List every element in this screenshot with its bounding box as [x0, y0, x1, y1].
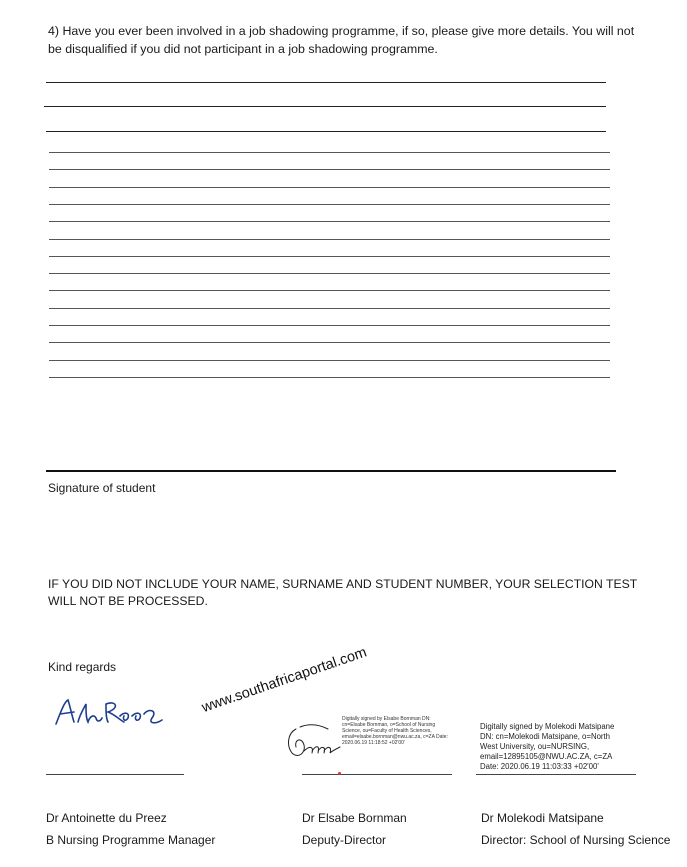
answer-line [49, 273, 610, 274]
signature-underline-3 [476, 774, 636, 775]
answer-line [44, 106, 606, 107]
signature-underline-1 [46, 774, 184, 775]
answer-line [49, 360, 610, 361]
digital-signature-matsipane [480, 722, 650, 772]
signature-underline-2 [302, 774, 452, 775]
signatory-name-1: Dr Antoinette du Preez [46, 811, 167, 825]
kind-regards: Kind regards [48, 660, 117, 674]
answer-line [49, 187, 610, 188]
answer-line [49, 325, 610, 326]
answer-line [49, 152, 610, 153]
processing-notice: IF YOU DID NOT INCLUDE YOUR NAME, SURNAME AND STUDENT NUMBER, YOUR SELECTION TEST WILL NOT BE PROCESSED. [48, 577, 637, 608]
question-text: 4) Have you ever been involved in a job shadowing programme, if so, please give more details. You will not be disqualified if you did not participant in a job shadowing programme. [48, 24, 635, 56]
decorative-dot [338, 772, 341, 775]
answer-line [49, 169, 610, 170]
dsig-line-2: DN: cn=Molekodi Matsipane, o=North [480, 732, 611, 741]
digital-signature-bornman: Digitally signed by Elsabe Bornman DN: cn=Elsabe Bornman, o=School of Nursing Science, ou=Faculty of Health Sciences, email=elsabe.bornman@nwu.ac.za, c=ZA Date: 2020.06.19 11:18:52 +02'00' [342, 716, 448, 746]
signatory-name-2: Dr Elsabe Bornman [302, 811, 407, 825]
answer-line [49, 342, 610, 343]
student-signature-label: Signature of student [48, 481, 156, 495]
dsig-line-1: Digitally signed by Molekodi Matsipane [480, 722, 615, 731]
answer-line [49, 239, 610, 240]
watermark: www.southafricaportal.com [199, 644, 369, 716]
signatory-role-1: B Nursing Programme Manager [46, 833, 216, 847]
answer-line [46, 82, 606, 83]
student-signature-line [46, 470, 616, 472]
signatory-role-2: Deputy-Director [302, 833, 387, 847]
answer-line [49, 221, 610, 222]
signatory-role-3: Director: School of Nursing Science [481, 833, 671, 847]
signature-du-preez [50, 694, 170, 732]
answer-line [49, 290, 610, 291]
answer-line [49, 308, 610, 309]
answer-line [46, 131, 606, 132]
signature-bornman [284, 723, 344, 763]
dsig-line-5: Date: 2020.06.19 11:03:33 +02'00' [480, 762, 599, 771]
dsig-line-4: email=12895105@NWU.AC.ZA, c=ZA [480, 752, 613, 761]
answer-line [49, 204, 610, 205]
dsig-line-3: West University, ou=NURSING, [480, 742, 590, 751]
signatory-name-3: Dr Molekodi Matsipane [481, 811, 604, 825]
answer-line [49, 377, 610, 378]
answer-line [49, 256, 610, 257]
